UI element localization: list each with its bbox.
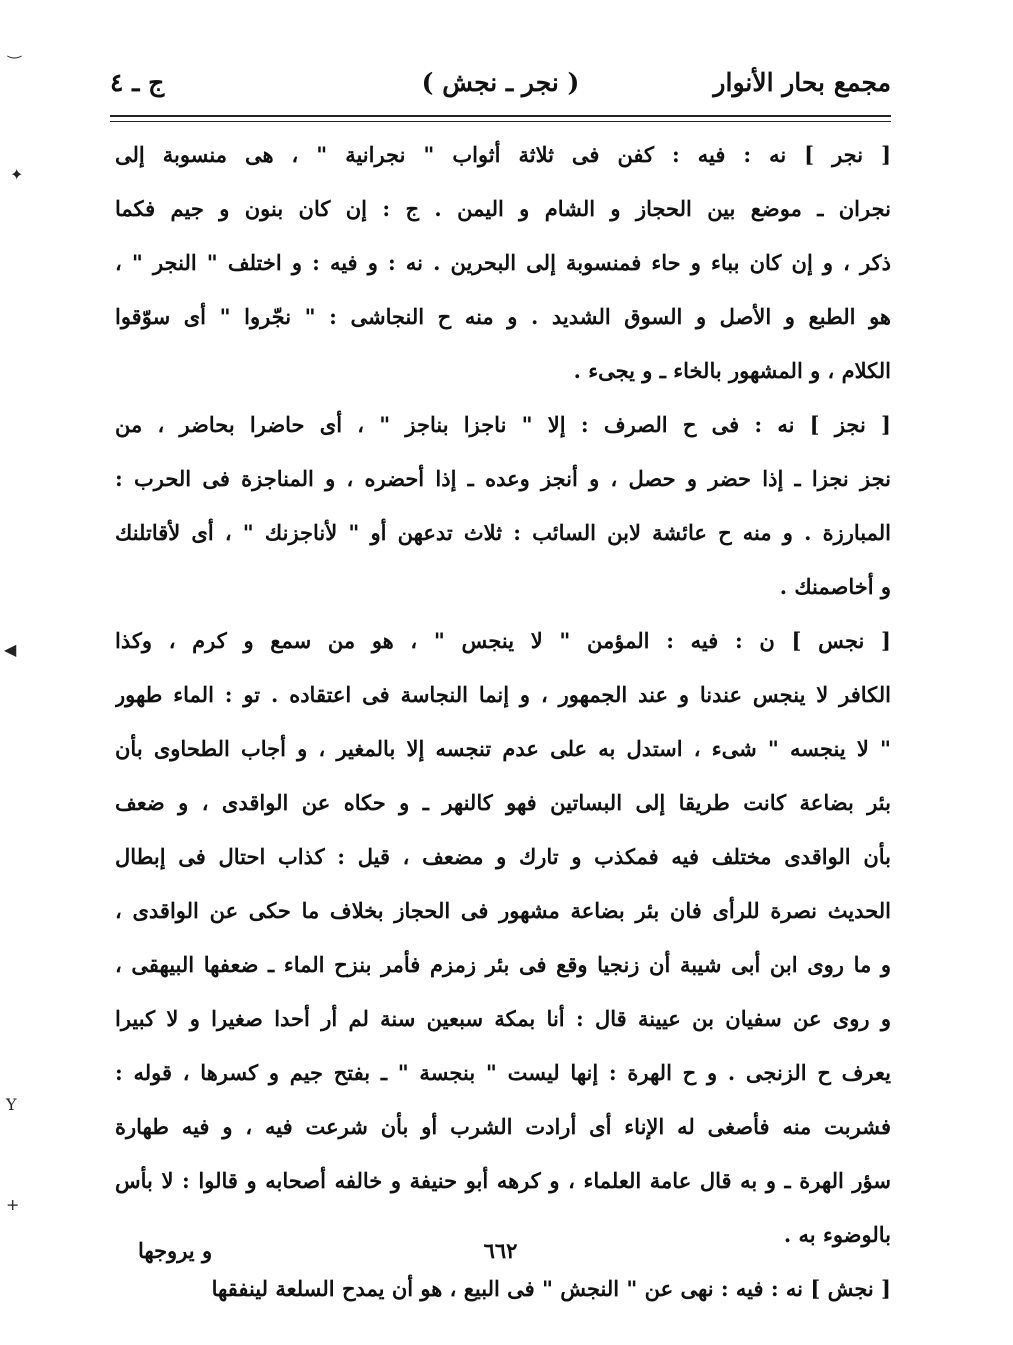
text-line: نجز نجزا ـ إذا حضر و حصل ، و أنجز وعده ـ إذا أحضره ، و المناجزة فى الحرب : (115, 466, 891, 491)
text-line: سؤر الهرة ـ و به قال عامة العلماء ، و كرهه أبو حنيفة و خالفه أصحابه و قالوا : لا بأس (115, 1168, 891, 1193)
paragraph (115, 128, 891, 398)
margin-mark: ‿ (8, 40, 21, 59)
text-line: نجران ـ موضع بين الحجاز و الشام و اليمن . ج : إن كان بنون و جيم فكما (115, 196, 891, 221)
text-line: المبارزة . و منه ح عائشة لابن السائب : ثلاث تدعهن أو " لأناجزنك " ، أى لأقاتلنك (115, 520, 891, 545)
text-line: بئر بضاعة كانت طريقا إلى البساتين فهو كالنهر ـ و حكاه عن الواقدى ، و ضعف (115, 790, 891, 815)
text-line: [ نجز ] نه : فى ح الصرف : إلا " ناجزا بناجز " ، أى حاضرا بحاضر ، من (115, 412, 891, 437)
running-header (110, 68, 891, 108)
header-rule (110, 115, 891, 117)
paragraph (115, 614, 891, 1262)
margin-mark: ◀ (4, 640, 17, 659)
text-line: [ نجش ] نه : فيه : نهى عن " النجش " فى البيع ، هو أن يمدح السلعة لينفقها (211, 1276, 891, 1301)
text-line: فشربت منه فأصغى له الإناء أى أرادت الشرب أو بأن شرعت فيه ، و فيه طهارة (115, 1114, 891, 1139)
text-line: الكافر لا ينجس عندنا و عند الجمهور ، و إنما النجاسة فى اعتقاده . تو : الماء طهور (115, 682, 891, 707)
page-body (115, 128, 891, 1316)
text-line: و روى عن سفيان بن عيينة قال : أنا بمكة سبعين سنة لم أر أحدا صغيرا و لا كبيرا (115, 1006, 891, 1031)
text-line: بأن الواقدى مختلف فيه فمكذب و تارك و مضعف ، قيل : كذاب احتال فى إبطال (115, 844, 891, 869)
text-line: و ما روى ابن أبى شيبة أن زنجيا وقع فى بئر زمزم فأمر بنزح الماء ـ ضعفها البيهقى ، (115, 952, 891, 977)
paragraph (115, 398, 891, 614)
book-title: مجمع بحار الأنوار (713, 68, 891, 97)
text-line: الحديث نصرة للرأى فان بئر بضاعة مشهور فى الحجاز بخلاف ما حكى عن الواقدى ، (115, 898, 891, 923)
text-line: [ نجس ] ن : فيه : المؤمن " لا ينجس " ، هو من سمع و كرم ، وكذا (115, 628, 891, 653)
margin-mark: + (6, 1195, 20, 1214)
text-line: هو الطبع و الأصل و السوق الشديد . و منه ح النجاشى : " نجّروا " أى سوّقوا (115, 304, 891, 329)
header-rule-thin (110, 121, 891, 122)
page-footer (110, 1238, 891, 1278)
text-line: بالوضوء به . (783, 1222, 891, 1247)
text-line: " لا ينجسه " شىء ، استدل به على عدم تنجسه إلا بالمغير ، و أجاب الطحاوى بأن (115, 736, 891, 761)
catchword: و يروجها (138, 1238, 213, 1263)
text-line: و أخاصمنك . (779, 574, 891, 599)
margin-mark: Y (6, 1095, 17, 1114)
volume-label: ج ـ ٤ (110, 68, 165, 97)
text-line: [ نجر ] نه : فيه : كفن فى ثلاثة أثواب " نجرانية " ، هى منسوبة إلى (115, 142, 891, 167)
text-line: الكلام ، و المشهور بالخاء ـ و يجىء . (573, 358, 891, 383)
text-line: ذكر ، و إن كان بباء و حاء فمنسوبة إلى البحرين . نه : و فيه : و اختلف " النجر " ، (115, 250, 891, 275)
page-number: ٦٦٢ (483, 1238, 518, 1263)
text-line: يعرف ح الزنجى . و ح الهرة : إنها ليست " بنجسة " ـ بفتح جيم و كسرها ، قوله : (115, 1060, 891, 1085)
entry-range: ( نجر ـ نجش ) (421, 68, 580, 97)
margin-mark: ✦ (10, 165, 24, 184)
